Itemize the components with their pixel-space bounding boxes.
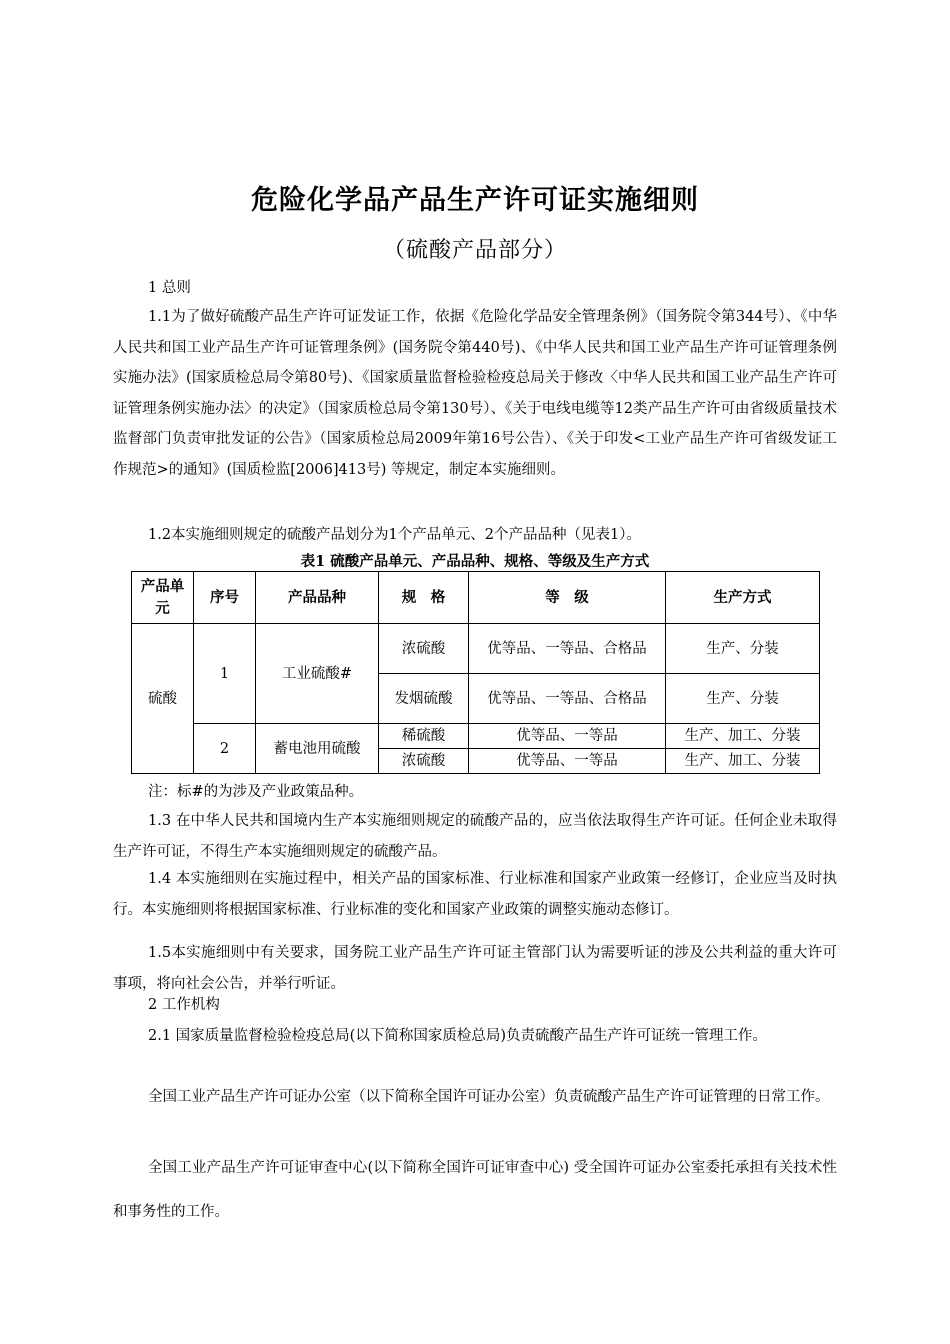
section-2-heading: 2 工作机构 (148, 997, 220, 1013)
paragraph-1-1: 1.1为了做好硫酸产品生产许可证发证工作，依据《危险化学品安全管理条例》（国务院令第344号）、《中华人民共和国工业产品生产许可证管理条例》(国务院令第440号)、《中华人民共和国工业产品生产许可证管理条例实施办法》(国家质检总局令第80号)、《国家质量监督检验检疫总局关于修改〈中华人民共和国工业产品生产许可证管理条例实施办法〉的决定》（国家质检总局令第130号）、《关于电线电缆等12类产品生产许可由省级质量技术监督部门负责审批发证的公告》（国家质检总局2009年第16号公告）、《关于印发<工业产品生产许可省级发证工作规范>的通知》(国质检监[2006]413号) 等规定，制定本实施细则。 (113, 309, 837, 478)
section-1-heading: 1 总则 (148, 280, 191, 296)
header-variety: 产品品种 (256, 572, 379, 624)
table-caption: 表1 硫酸产品单元、产品品种、规格、等级及生产方式 (300, 553, 650, 570)
header-unit: 产品单元 (132, 572, 194, 624)
paragraph-1-3: 1.3 在中华人民共和国境内生产本实施细则规定的硫酸产品的，应当依法取得生产许可证。任何企业未取得生产许可证，不得生产本实施细则规定的硫酸产品。 (113, 813, 837, 860)
table-row (132, 624, 820, 674)
document-subtitle: （硫酸产品部分） (382, 238, 567, 263)
paragraph-2-1-b: 全国工业产品生产许可证办公室（以下简称全国许可证办公室）负责硫酸产品生产许可证管理的日常工作。 (148, 1089, 830, 1105)
cell-method: 生产、加工、分装 (666, 724, 820, 749)
paragraph-1-5: 1.5本实施细则中有关要求，国务院工业产品生产许可证主管部门认为需要听证的涉及公共利益的重大许可事项，将向社会公告，并举行听证。 (113, 945, 837, 992)
header-method: 生产方式 (666, 572, 820, 624)
paragraph-2-1: 2.1 国家质量监督检验检疫总局(以下简称国家质检总局)负责硫酸产品生产许可证统一管理工作。 (148, 1028, 767, 1044)
cell-variety: 工业硫酸# (256, 624, 379, 724)
paragraph-2-1-c: 全国工业产品生产许可证审查中心(以下简称全国许可证审查中心) 受全国许可证办公室委托承担有关技术性和事务性的工作。 (113, 1160, 837, 1220)
cell-method: 生产、加工、分装 (666, 749, 820, 774)
cell-variety: 蓄电池用硫酸 (256, 724, 379, 774)
cell-spec: 稀硫酸 (379, 724, 469, 749)
cell-spec: 浓硫酸 (379, 749, 469, 774)
paragraph-1-2: 1.2本实施细则规定的硫酸产品划分为1个产品单元、2个产品品种（见表1）。 (148, 527, 641, 543)
cell-seq: 2 (194, 724, 256, 774)
table-header-row (132, 572, 820, 624)
cell-method: 生产、分装 (666, 674, 820, 724)
cell-seq: 1 (194, 624, 256, 724)
cell-grade: 优等品、一等品、合格品 (469, 624, 666, 674)
cell-grade: 优等品、一等品 (469, 749, 666, 774)
paragraph-1-4: 1.4 本实施细则在实施过程中，相关产品的国家标准、行业标准和国家产业政策一经修订，企业应当及时执行。本实施细则将根据国家标准、行业标准的变化和国家产业政策的调整实施动态修订。 (113, 871, 837, 918)
cell-method: 生产、分装 (666, 624, 820, 674)
header-spec: 规 格 (379, 572, 469, 624)
table-row (132, 724, 820, 749)
cell-spec: 发烟硫酸 (379, 674, 469, 724)
product-table (131, 571, 820, 774)
cell-grade: 优等品、一等品 (469, 724, 666, 749)
header-grade: 等 级 (469, 572, 666, 624)
cell-spec: 浓硫酸 (379, 624, 469, 674)
cell-grade: 优等品、一等品、合格品 (469, 674, 666, 724)
header-seq: 序号 (194, 572, 256, 624)
document-title: 危险化学品产品生产许可证实施细则 (251, 185, 699, 216)
table-note: 注：标#的为涉及产业政策品种。 (148, 784, 364, 800)
cell-unit: 硫酸 (132, 624, 194, 774)
